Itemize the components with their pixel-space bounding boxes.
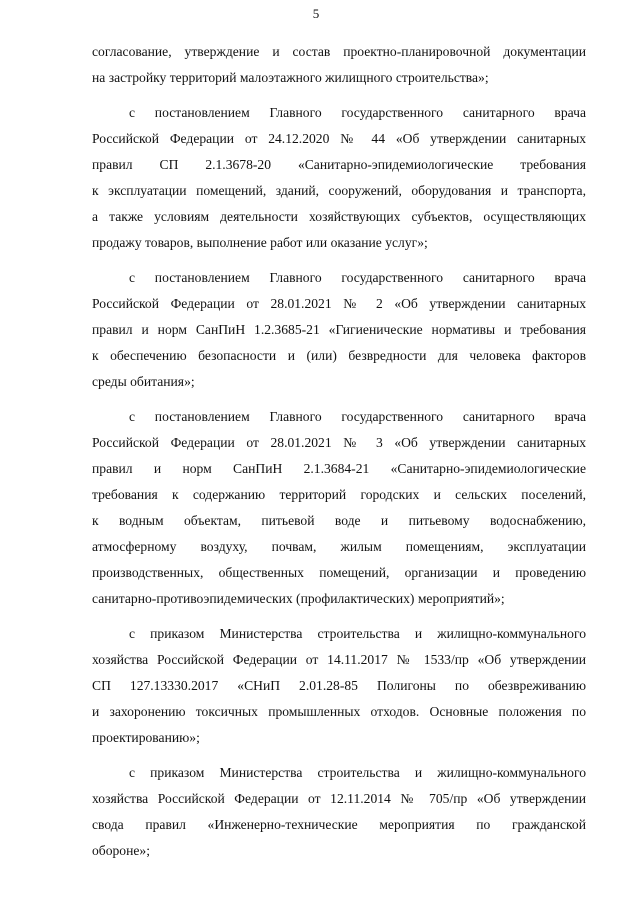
text-line: хозяйства Российской Федерации от 12.11.2014 № 705/пр «Об утверждении: [92, 791, 586, 806]
text-line: требования к содержанию территорий городских и сельских поселений,: [92, 487, 586, 502]
text-line: правил СП 2.1.3678-20 «Санитарно-эпидемиологические требования: [92, 157, 586, 172]
page-number: 5: [312, 6, 320, 21]
text-line: проектированию»;: [92, 730, 200, 745]
paragraph-continuation: [92, 39, 586, 91]
text-line: продажу товаров, выполнение работ или оказание услуг»;: [92, 235, 428, 250]
text-line: среды обитания»;: [92, 374, 195, 389]
text-line: производственных, общественных помещений, организации и проведению: [92, 565, 586, 580]
text-line: с постановлением Главного государственного санитарного врача: [129, 409, 586, 424]
text-line: Российской Федерации от 28.01.2021 № 2 «Об утверждении санитарных: [92, 296, 586, 311]
text-line: атмосферному воздуху, почвам, жилым помещениям, эксплуатации: [92, 539, 586, 554]
text-line: Российской Федерации от 24.12.2020 № 44 «Об утверждении санитарных: [92, 131, 586, 146]
text-line: согласование, утверждение и состав проектно-планировочной документации: [92, 44, 586, 59]
text-line: а также условиям деятельности хозяйствующих субъектов, осуществляющих: [92, 209, 586, 224]
text-line: с постановлением Главного государственного санитарного врача: [129, 105, 586, 120]
paragraph-sanitary-rules-sp-2-1-3678-20: [92, 100, 586, 256]
text-line: к водным объектам, питьевой воде и питьевому водоснабжению,: [92, 513, 586, 528]
paragraph-order-705-pr: [92, 760, 586, 864]
text-line: правил и норм СанПиН 2.1.3684-21 «Санитарно-эпидемиологические: [92, 461, 586, 476]
document-body: [92, 39, 586, 864]
text-line: к обеспечению безопасности и (или) безвредности для человека факторов: [92, 348, 586, 363]
paragraph-order-1533-pr: [92, 621, 586, 751]
text-line: СП 127.13330.2017 «СНиП 2.01.28-85 Полигоны по обезвреживанию: [92, 678, 586, 693]
text-line: Российской Федерации от 28.01.2021 № 3 «Об утверждении санитарных: [92, 435, 586, 450]
text-line: санитарно-противоэпидемических (профилактических) мероприятий»;: [92, 591, 505, 606]
paragraph-sanpin-1-2-3685-21: [92, 265, 586, 395]
text-line: хозяйства Российской Федерации от 14.11.2017 № 1533/пр «Об утверждении: [92, 652, 586, 667]
text-line: с приказом Министерства строительства и жилищно-коммунального: [129, 765, 586, 780]
text-line: и захоронению токсичных промышленных отходов. Основные положения по: [92, 704, 586, 719]
text-line: с постановлением Главного государственного санитарного врача: [129, 270, 586, 285]
text-line: свода правил «Инженерно-технические мероприятия по гражданской: [92, 817, 586, 832]
text-line: обороне»;: [92, 843, 150, 858]
text-line: к эксплуатации помещений, зданий, сооружений, оборудования и транспорта,: [92, 183, 586, 198]
text-line: с приказом Министерства строительства и жилищно-коммунального: [129, 626, 586, 641]
text-line: правил и норм СанПиН 1.2.3685-21 «Гигиенические нормативы и требования: [92, 322, 586, 337]
paragraph-sanpin-2-1-3684-21: [92, 404, 586, 612]
text-line: на застройку территорий малоэтажного жилищного строительства»;: [92, 70, 489, 85]
